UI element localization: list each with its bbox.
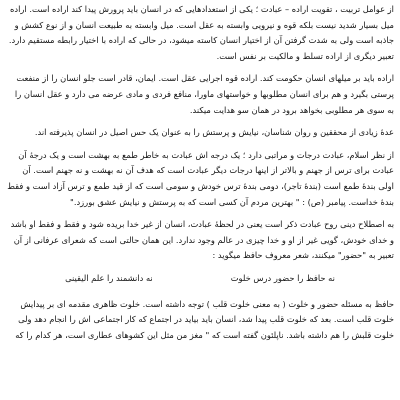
text-line: تعبیر دیگری از اراده تسلط و مالکیت بر نفس است.	[216, 50, 394, 61]
text-line: عدهٔ زیادی از محققین و روان شناسان، نیایش و پرستش را به عنوان یک حس اصیل در انسان پذیرفته اند.	[34, 127, 394, 138]
paragraph-will-governs-desire	[6, 71, 394, 118]
paragraph-spirit-of-worship	[6, 217, 394, 264]
text-line: به سوی هر مطلوبی بخواهد برود در همان سو هدایت میکند.	[189, 104, 394, 115]
text-line: و خدای خودش، گویی غیر از او و خدا چیزی در عالم وجود ندارد. این همان حالتی است که شعرای عرفانی از آن	[13, 234, 394, 245]
text-line: میل بسیار شدید نیست بلکه قوه و نیرویی وابسته به عقل است. میل وابسته به طبیعت انسان و از نوع کشش و	[14, 19, 394, 30]
text-line: پرستی بگیرد و هم برای انسان مطلوبها و خواستهای ماورا، منافع فردی و مادی عرضه می دارد و عقل انسان را	[14, 88, 394, 99]
text-line: بندهٔ خداست. پیامبر (ص) : " بهترین مردم آن کسی است که به پرستش و نیایش عشق بورزد."	[70, 196, 394, 207]
text-line: اراده باید بر میلهای انسان حکومت کند. اراده قوه اجرایی عقل است. ایمان، قادر است جلو انسان را از منفعت	[16, 73, 394, 84]
poem-first-hemistich: نه حافظ را حضور درس خلوت	[230, 272, 335, 283]
text-line: تعبیر به "حضور" میکنند، شعر معروف حافظ میگوید :	[212, 250, 394, 261]
text-line: خلوت قلب است. بعد که خلوت قلب پیدا شد، انسان باید بیاید در اجتماع که کار اجتماعی اش را انجام دهد ولی	[18, 314, 394, 325]
text-line: خلوت قلبش را هم داشته باشد. ناپلئون گفته است که " مغز من مثل این کشوهای عطاری است، هر کدام را که	[15, 329, 394, 340]
paragraph-researchers	[6, 125, 394, 141]
hafez-poem-verse	[6, 271, 394, 287]
text-line: از عوامل تربیت ، تقویت اراده – عبادت ؛ یکی از استعدادهایی که در انسان باید پرورش پیدا کند اراده است. اراده	[10, 4, 394, 14]
paragraph-worship-degrees	[6, 148, 394, 210]
text-line: از نظر اسلام، عبادت درجات و مراتبی دارد ؛ یک درجه اش عبادت به خاطر طمع به بهشت است و یک درجهٔ آن	[18, 149, 394, 160]
text-line: جاذبه است ولی به شدت گرفتن آن از اختیار انسان کاسته میشود، در حالی که اراده با اختیار رابطه مستقیم دارد.	[8, 35, 394, 46]
text-line: اولی بندهٔ طمع است (بندهٔ تاجر)، دومی بندهٔ ترس خودش و سومی است که از قید طمع و ترس آزاد است و فقط	[7, 180, 394, 191]
paragraph-will-training	[6, 2, 394, 64]
text-line: به اصطلاح دینی روح عبادت ذکر است یعنی در لحظهٔ عبادت، انسان از غیر خدا بریده شود و فقط و فقط او باشد	[10, 219, 394, 230]
text-line: عبادت برای ترس از جهنم و بالاتر از اینها درجات دیگر عبادت است که هدف آن نه بهشت و نه جهنم است. آن	[22, 165, 394, 176]
poem-second-hemistich: نه دانشمند را علم الیقینی	[65, 272, 153, 283]
paragraph-presence-and-solitude	[6, 297, 394, 344]
text-line: حافظ به مسئله حضور و خلوت ( به معنی خلوت قلب ) توجه داشته است. خلوت ظاهری مقدمه ای بر پیدایش	[20, 298, 394, 309]
